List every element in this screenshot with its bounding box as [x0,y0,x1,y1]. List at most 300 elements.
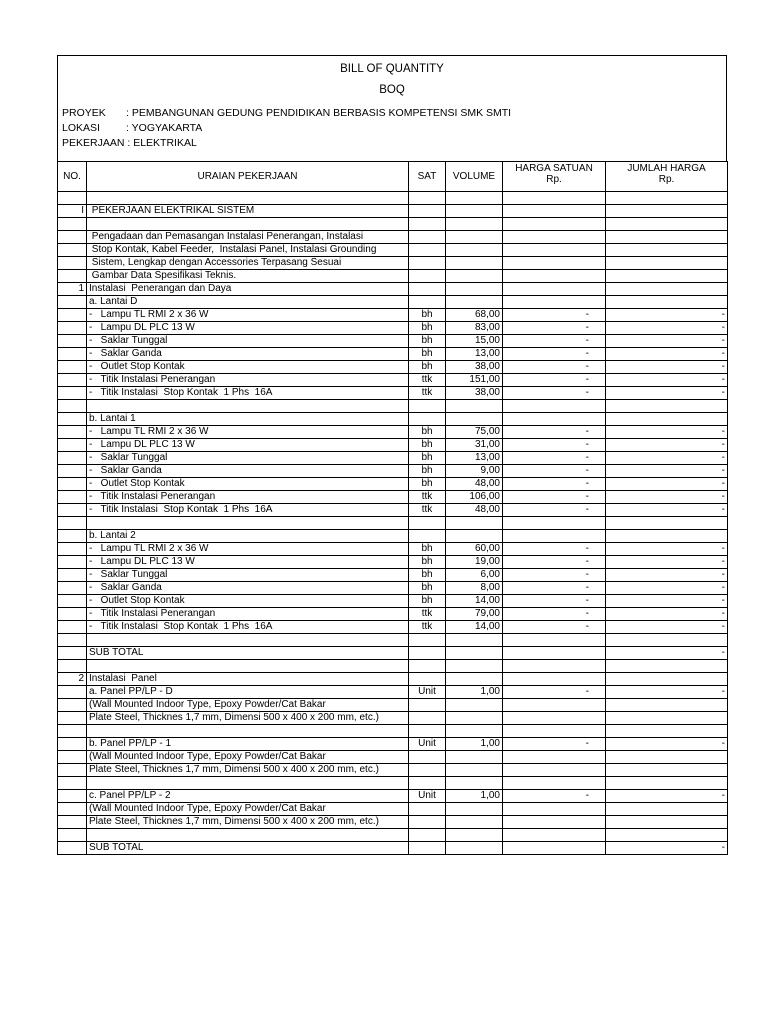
table-row [58,790,728,803]
col-no-cell [58,569,87,582]
col-sat-cell: Unit [409,790,446,803]
col-volume-cell [446,192,503,205]
table-row [58,400,728,413]
col-no-cell [58,517,87,530]
col-uraian-cell: a. Lantai D [87,296,409,309]
col-harga-satuan-cell [503,530,606,543]
col-no-cell [58,335,87,348]
col-volume-cell: 8,00 [446,582,503,595]
col-no-cell [58,270,87,283]
col-sat-cell: ttk [409,374,446,387]
table-row [58,231,728,244]
col-sat-cell: bh [409,452,446,465]
col-jumlah-harga-cell [606,816,728,829]
col-volume-cell [446,673,503,686]
table-row [58,491,728,504]
table-row [58,647,728,660]
table-row [58,335,728,348]
col-volume-cell: 75,00 [446,426,503,439]
col-harga-satuan-cell [503,413,606,426]
col-jumlah-harga-cell [606,283,728,296]
col-volume-cell [446,751,503,764]
table-row [58,699,728,712]
table-row [58,439,728,452]
col-jumlah-harga-cell [606,270,728,283]
col-harga-satuan-cell: - [503,738,606,751]
col-volume-cell: 9,00 [446,465,503,478]
col-volume-cell: 106,00 [446,491,503,504]
table-row [58,244,728,257]
col-uraian-cell: - Lampu TL RMI 2 x 36 W [87,426,409,439]
col-harga-satuan-cell [503,218,606,231]
col-sat-cell [409,634,446,647]
col-no-cell [58,387,87,400]
col-jumlah-harga-cell [606,517,728,530]
col-uraian-cell: Instalasi Penerangan dan Daya [87,283,409,296]
col-uraian-cell: - Titik Instalasi Stop Kontak 1 Phs 16A [87,504,409,517]
col-uraian-cell: - Lampu TL RMI 2 x 36 W [87,309,409,322]
col-jumlah-harga-cell: - [606,309,728,322]
col-jumlah-harga-cell: - [606,556,728,569]
col-uraian-cell [87,660,409,673]
col-harga-satuan-cell [503,673,606,686]
table-row [58,530,728,543]
table-row [58,660,728,673]
col-volume-cell: 79,00 [446,608,503,621]
col-jumlah-harga-cell [606,829,728,842]
col-harga-satuan-cell: - [503,452,606,465]
col-no-cell [58,244,87,257]
document-header [57,55,727,161]
col-jumlah-harga-cell: - [606,621,728,634]
col-volume-cell: 1,00 [446,686,503,699]
col-no-cell [58,803,87,816]
col-volume-header: VOLUME [446,162,503,192]
col-volume-cell [446,517,503,530]
table-row [58,478,728,491]
col-jumlah-harga-cell: - [606,543,728,556]
col-sat-cell: ttk [409,621,446,634]
col-harga-satuan-cell [503,270,606,283]
col-jumlah-harga-cell [606,231,728,244]
col-jumlah-harga-cell: - [606,582,728,595]
col-sat-cell: ttk [409,504,446,517]
col-volume-cell [446,257,503,270]
col-no-cell [58,426,87,439]
table-row [58,595,728,608]
table-row [58,608,728,621]
document-title: BILL OF QUANTITY [340,63,444,75]
col-harga-satuan-cell [503,751,606,764]
col-no-cell [58,556,87,569]
col-jumlah-harga-cell: - [606,361,728,374]
col-volume-cell: 19,00 [446,556,503,569]
col-sat-cell: bh [409,439,446,452]
table-row [58,322,728,335]
col-uraian-cell: a. Panel PP/LP - D [87,686,409,699]
col-volume-cell [446,699,503,712]
col-sat-cell [409,699,446,712]
col-harga-satuan-cell: - [503,582,606,595]
col-no-cell [58,231,87,244]
boq-sheet [57,55,727,855]
table-header-row [58,162,728,192]
col-uraian-cell [87,400,409,413]
col-no-cell [58,361,87,374]
col-uraian-cell: - Outlet Stop Kontak [87,361,409,374]
col-harga-satuan-cell [503,803,606,816]
col-jumlah-harga-cell [606,764,728,777]
col-jumlah-harga-cell [606,660,728,673]
col-uraian-cell: - Titik Instalasi Stop Kontak 1 Phs 16A [87,621,409,634]
col-no-cell [58,608,87,621]
col-volume-cell [446,530,503,543]
document-subtitle: BOQ [379,84,405,96]
col-uraian-cell: (Wall Mounted Indoor Type, Epoxy Powder/Cat Bakar [87,803,409,816]
col-uraian-cell: b. Panel PP/LP - 1 [87,738,409,751]
table-row [58,673,728,686]
col-uraian-cell: PEKERJAAN ELEKTRIKAL SISTEM [87,205,409,218]
col-uraian-cell: b. Lantai 2 [87,530,409,543]
location-label: LOKASI [62,122,100,134]
col-sat-cell [409,192,446,205]
col-volume-cell [446,413,503,426]
col-volume-cell [446,725,503,738]
project-info [62,107,511,119]
col-sat-cell [409,517,446,530]
col-uraian-cell [87,634,409,647]
col-harga-satuan-cell: - [503,595,606,608]
col-no-cell [58,413,87,426]
col-jumlah-harga-cell: - [606,348,728,361]
col-sat-cell [409,764,446,777]
col-jumlah-harga-cell: - [606,439,728,452]
col-no-cell [58,491,87,504]
col-sat-cell [409,842,446,855]
col-no-cell [58,595,87,608]
col-harga-satuan-cell: - [503,569,606,582]
col-sat-cell: bh [409,426,446,439]
col-volume-cell: 14,00 [446,621,503,634]
table-row [58,426,728,439]
table-row [58,387,728,400]
table-row [58,751,728,764]
col-jumlah-harga-cell [606,218,728,231]
table-row [58,634,728,647]
col-sat-cell: ttk [409,491,446,504]
col-harga-satuan-cell: - [503,465,606,478]
col-volume-cell: 13,00 [446,348,503,361]
col-sat-cell: bh [409,335,446,348]
col-no-cell [58,751,87,764]
table-row [58,348,728,361]
col-harga-satuan-header: HARGA SATUAN Rp. [503,162,606,192]
col-jumlah-harga-cell: - [606,790,728,803]
col-no-cell [58,725,87,738]
table-row [58,361,728,374]
col-harga-satuan-cell: - [503,309,606,322]
table-row [58,829,728,842]
col-harga-satuan-cell [503,777,606,790]
col-volume-cell [446,764,503,777]
col-harga-satuan-cell [503,829,606,842]
col-sat-cell: bh [409,348,446,361]
col-sat-cell: bh [409,478,446,491]
col-no-cell [58,218,87,231]
col-no-cell: I [58,205,87,218]
col-no-cell [58,699,87,712]
col-sat-cell [409,218,446,231]
col-jumlah-harga-cell [606,751,728,764]
col-jumlah-harga-cell: - [606,452,728,465]
work-value: : ELEKTRIKAL [124,137,197,149]
col-no-cell [58,621,87,634]
col-jumlah-harga-cell: - [606,842,728,855]
col-uraian-cell: (Wall Mounted Indoor Type, Epoxy Powder/Cat Bakar [87,751,409,764]
col-jumlah-harga-cell [606,634,728,647]
col-uraian-cell: - Lampu DL PLC 13 W [87,439,409,452]
col-no-cell [58,764,87,777]
col-uraian-cell: - Lampu DL PLC 13 W [87,322,409,335]
col-no-cell [58,465,87,478]
table-body [58,192,728,855]
col-harga-satuan-cell: - [503,322,606,335]
col-harga-satuan-cell: - [503,621,606,634]
col-volume-cell: 1,00 [446,738,503,751]
table-row [58,842,728,855]
col-no-cell [58,439,87,452]
col-sat-header: SAT [409,162,446,192]
col-volume-cell [446,400,503,413]
col-jumlah-harga-cell [606,205,728,218]
col-volume-cell [446,296,503,309]
col-jumlah-harga-cell: - [606,608,728,621]
col-no-cell [58,478,87,491]
col-sat-cell [409,205,446,218]
col-no-cell [58,348,87,361]
col-volume-cell [446,712,503,725]
col-uraian-cell [87,829,409,842]
col-harga-satuan-cell: - [503,374,606,387]
col-no-cell [58,712,87,725]
col-sat-cell [409,803,446,816]
col-harga-satuan-cell [503,764,606,777]
col-harga-satuan-cell [503,699,606,712]
col-harga-satuan-cell [503,244,606,257]
col-volume-cell [446,660,503,673]
col-volume-cell: 6,00 [446,569,503,582]
col-sat-cell [409,816,446,829]
table-row [58,738,728,751]
col-uraian-cell: - Saklar Tunggal [87,569,409,582]
col-uraian-cell: Pengadaan dan Pemasangan Instalasi Penerangan, Instalasi [87,231,409,244]
col-jumlah-harga-header: JUMLAH HARGA Rp. [606,162,728,192]
col-volume-cell: 14,00 [446,595,503,608]
table-row [58,543,728,556]
col-no-cell [58,738,87,751]
col-jumlah-harga-cell [606,673,728,686]
col-volume-cell [446,777,503,790]
col-harga-satuan-cell [503,725,606,738]
col-volume-cell [446,218,503,231]
col-sat-cell: Unit [409,686,446,699]
col-volume-cell [446,816,503,829]
table-row [58,517,728,530]
col-jumlah-harga-cell [606,530,728,543]
col-jumlah-harga-cell: - [606,738,728,751]
col-volume-cell [446,283,503,296]
col-sat-cell: bh [409,595,446,608]
location-info [62,122,202,134]
col-jumlah-harga-cell: - [606,335,728,348]
col-harga-satuan-cell: - [503,686,606,699]
col-harga-satuan-cell [503,400,606,413]
col-harga-satuan-cell: - [503,556,606,569]
col-sat-cell [409,725,446,738]
col-sat-cell: bh [409,569,446,582]
table-row [58,296,728,309]
col-harga-satuan-cell: - [503,504,606,517]
col-no-cell [58,530,87,543]
col-uraian-cell: - Titik Instalasi Penerangan [87,608,409,621]
col-jumlah-harga-cell [606,803,728,816]
col-harga-satuan-cell: - [503,348,606,361]
work-info [62,137,197,149]
col-harga-satuan-cell [503,517,606,530]
col-sat-cell: ttk [409,387,446,400]
col-no-cell [58,829,87,842]
col-no-cell [58,777,87,790]
col-harga-satuan-cell [503,712,606,725]
col-sat-cell: Unit [409,738,446,751]
col-jumlah-harga-cell [606,296,728,309]
col-sat-cell [409,751,446,764]
col-uraian-cell: - Saklar Ganda [87,465,409,478]
col-jumlah-harga-cell [606,257,728,270]
col-no-cell [58,647,87,660]
col-uraian-cell: - Saklar Tunggal [87,335,409,348]
col-uraian-cell: - Saklar Tunggal [87,452,409,465]
table-row [58,192,728,205]
table-row [58,205,728,218]
table-row [58,582,728,595]
col-no-cell [58,582,87,595]
col-uraian-cell: - Titik Instalasi Stop Kontak 1 Phs 16A [87,387,409,400]
col-sat-cell [409,829,446,842]
col-sat-cell: bh [409,465,446,478]
col-uraian-header: URAIAN PEKERJAAN [87,162,409,192]
col-no-cell: 1 [58,283,87,296]
col-harga-satuan-cell [503,660,606,673]
table-row [58,283,728,296]
table-row [58,777,728,790]
col-uraian-cell: b. Lantai 1 [87,413,409,426]
col-sat-cell: bh [409,582,446,595]
project-label: PROYEK [62,107,106,119]
col-volume-cell: 38,00 [446,387,503,400]
col-sat-cell [409,270,446,283]
col-volume-cell: 151,00 [446,374,503,387]
col-jumlah-harga-cell: - [606,647,728,660]
col-volume-cell: 13,00 [446,452,503,465]
col-sat-cell [409,712,446,725]
col-uraian-cell: SUB TOTAL [87,647,409,660]
table-row [58,452,728,465]
col-uraian-cell: - Outlet Stop Kontak [87,595,409,608]
col-harga-satuan-cell [503,231,606,244]
col-volume-cell [446,244,503,257]
col-jumlah-harga-cell: - [606,686,728,699]
col-sat-cell [409,231,446,244]
col-volume-cell: 1,00 [446,790,503,803]
col-jumlah-harga-cell [606,712,728,725]
col-uraian-cell: - Lampu DL PLC 13 W [87,556,409,569]
table-row [58,621,728,634]
table-row [58,504,728,517]
col-volume-cell: 48,00 [446,478,503,491]
col-no-cell [58,192,87,205]
col-harga-satuan-cell: - [503,790,606,803]
col-jumlah-harga-cell: - [606,426,728,439]
col-uraian-cell: - Saklar Ganda [87,582,409,595]
col-volume-cell [446,842,503,855]
col-harga-satuan-cell: - [503,608,606,621]
col-no-cell [58,309,87,322]
col-volume-cell [446,634,503,647]
col-sat-cell: bh [409,543,446,556]
col-jumlah-harga-cell: - [606,491,728,504]
col-sat-cell: bh [409,361,446,374]
col-uraian-cell [87,725,409,738]
col-sat-cell: ttk [409,608,446,621]
col-no-cell [58,790,87,803]
table-row [58,686,728,699]
table-row [58,556,728,569]
col-volume-cell: 60,00 [446,543,503,556]
col-uraian-cell: - Lampu TL RMI 2 x 36 W [87,543,409,556]
table-row [58,270,728,283]
col-sat-cell: bh [409,322,446,335]
table-row [58,374,728,387]
col-uraian-cell: Plate Steel, Thicknes 1,7 mm, Dimensi 500 x 400 x 200 mm, etc.) [87,712,409,725]
col-harga-satuan-cell: - [503,491,606,504]
col-uraian-cell: - Titik Instalasi Penerangan [87,374,409,387]
col-uraian-cell: (Wall Mounted Indoor Type, Epoxy Powder/Cat Bakar [87,699,409,712]
col-sat-cell [409,673,446,686]
col-sat-cell [409,660,446,673]
col-harga-satuan-cell: - [503,543,606,556]
col-uraian-cell [87,777,409,790]
col-jumlah-harga-cell: - [606,322,728,335]
col-harga-satuan-cell: - [503,478,606,491]
col-sat-cell [409,244,446,257]
col-uraian-cell: Instalasi Panel [87,673,409,686]
col-uraian-cell: Gambar Data Spesifikasi Teknis. [87,270,409,283]
col-uraian-cell: - Saklar Ganda [87,348,409,361]
project-value: : PEMBANGUNAN GEDUNG PENDIDIKAN BERBASIS KOMPETENSI SMK SMTI [126,107,512,119]
col-sat-cell [409,777,446,790]
col-uraian-cell: - Titik Instalasi Penerangan [87,491,409,504]
col-no-cell [58,686,87,699]
col-harga-satuan-cell [503,296,606,309]
col-volume-cell: 83,00 [446,322,503,335]
col-volume-cell: 48,00 [446,504,503,517]
col-harga-satuan-cell [503,816,606,829]
col-no-cell [58,660,87,673]
table-row [58,725,728,738]
col-uraian-cell: - Outlet Stop Kontak [87,478,409,491]
col-volume-cell [446,803,503,816]
